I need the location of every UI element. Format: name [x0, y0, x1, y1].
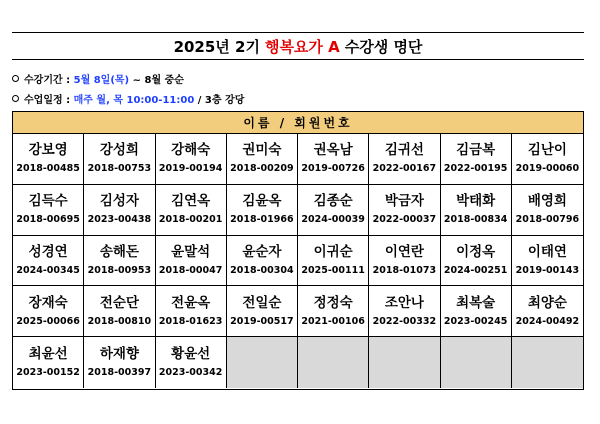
member-name: 최복술	[456, 294, 496, 311]
roster-grid	[13, 134, 583, 388]
member-id: 2022-00195	[443, 163, 508, 175]
member-cell	[369, 286, 440, 337]
member-id: 2018-00753	[87, 163, 152, 175]
member-name: 이귀순	[313, 243, 353, 260]
member-id: 2019-00194	[158, 163, 223, 175]
member-id: 2018-00047	[158, 264, 223, 276]
member-cell	[84, 134, 155, 185]
member-cell	[369, 236, 440, 287]
member-name: 전일순	[242, 294, 282, 311]
member-name: 조안나	[384, 294, 424, 311]
period-label: 수강기간 :	[24, 75, 71, 86]
member-id: 2019-00143	[515, 264, 580, 276]
member-name: 정정숙	[313, 294, 353, 311]
member-name: 윤순자	[242, 243, 282, 260]
schedule-location: / 3층 강당	[197, 95, 245, 106]
schedule-time: 매주 월, 목 10:00-11:00	[73, 95, 195, 106]
member-id: 2018-00834	[443, 214, 508, 226]
title-prefix: 2025년 2기	[173, 37, 260, 56]
member-name: 강해숙	[171, 142, 211, 159]
member-cell	[512, 286, 583, 337]
member-id: 2019-00517	[230, 315, 294, 327]
member-cell	[512, 134, 583, 185]
bullet-circle-icon	[12, 95, 19, 102]
member-name: 김귀선	[384, 142, 424, 159]
member-name: 이태연	[527, 243, 567, 260]
member-name: 권옥남	[313, 142, 353, 159]
member-cell	[227, 286, 298, 337]
period-start: 5월 8일(목)	[73, 75, 130, 86]
title-suffix: 수강생 명단	[344, 37, 423, 56]
member-name: 장재숙	[28, 294, 68, 311]
member-name: 김성자	[99, 193, 139, 210]
member-id: 2022-00037	[372, 214, 437, 226]
empty-cell	[298, 337, 369, 388]
member-cell	[156, 236, 227, 287]
member-id: 2018-00201	[158, 214, 223, 226]
member-id: 2022-00332	[372, 315, 437, 327]
member-name: 김금복	[456, 142, 496, 159]
member-cell	[441, 134, 512, 185]
member-name: 송해돈	[99, 243, 139, 260]
member-id: 2023-00438	[87, 214, 152, 226]
member-id: 2018-00796	[515, 214, 580, 226]
member-id: 2018-00953	[87, 264, 152, 276]
member-id: 2019-00060	[515, 163, 580, 175]
member-id: 2021-00106	[301, 315, 365, 327]
member-id: 2019-00726	[301, 163, 365, 175]
member-name: 하재향	[99, 346, 139, 363]
member-cell	[13, 236, 84, 287]
member-cell	[441, 185, 512, 236]
bullet-circle-icon	[12, 75, 19, 82]
member-id: 2018-01966	[230, 214, 294, 226]
member-cell	[156, 134, 227, 185]
member-cell	[298, 185, 369, 236]
member-name: 이연란	[384, 243, 424, 260]
member-id: 2024-00492	[515, 315, 580, 327]
member-cell	[227, 185, 298, 236]
member-name: 최윤선	[28, 346, 68, 363]
member-name: 배영희	[527, 193, 567, 210]
member-cell	[13, 185, 84, 236]
member-name: 김연옥	[171, 193, 211, 210]
member-cell	[13, 286, 84, 337]
member-id: 2018-00695	[16, 214, 80, 226]
member-name: 김윤옥	[242, 193, 282, 210]
member-id: 2023-00245	[443, 315, 508, 327]
member-cell	[441, 286, 512, 337]
empty-cell	[369, 337, 440, 388]
member-name: 윤말석	[171, 243, 211, 260]
member-id: 2024-00345	[16, 264, 80, 276]
member-name: 이정옥	[456, 243, 496, 260]
member-cell	[13, 337, 84, 388]
member-cell	[227, 236, 298, 287]
member-id: 2025-00066	[16, 315, 80, 327]
member-cell	[369, 134, 440, 185]
member-cell	[84, 185, 155, 236]
document-title	[12, 32, 584, 60]
period-end: ~ 8월 중순	[132, 75, 184, 86]
member-name: 김득수	[28, 193, 68, 210]
member-id: 2018-00485	[16, 163, 80, 175]
schedule-label: 수업일정 :	[24, 95, 71, 106]
member-cell	[512, 236, 583, 287]
member-id: 2018-01623	[158, 315, 223, 327]
member-name: 권미숙	[242, 142, 282, 159]
member-id: 2023-00342	[158, 367, 223, 379]
empty-cell	[512, 337, 583, 388]
member-name: 전윤옥	[171, 294, 211, 311]
class-schedule-line	[12, 91, 244, 106]
member-id: 2024-00251	[443, 264, 508, 276]
empty-cell	[441, 337, 512, 388]
member-cell	[156, 185, 227, 236]
member-cell	[512, 185, 583, 236]
member-name: 황윤선	[171, 346, 211, 363]
empty-cell	[227, 337, 298, 388]
roster-header: 이름 / 회원번호	[13, 112, 583, 134]
member-id: 2025-00111	[301, 264, 365, 276]
member-name: 박금자	[384, 193, 424, 210]
member-id: 2018-00304	[230, 264, 294, 276]
member-name: 성경연	[28, 243, 68, 260]
member-name: 김종순	[313, 193, 353, 210]
member-name: 김난이	[527, 142, 567, 159]
course-period-line	[12, 71, 184, 86]
member-id: 2023-00152	[16, 367, 80, 379]
member-cell	[156, 286, 227, 337]
member-id: 2018-00810	[87, 315, 152, 327]
member-name: 강보영	[28, 142, 68, 159]
member-name: 전순단	[99, 294, 139, 311]
member-name: 박태화	[456, 193, 496, 210]
member-cell	[298, 286, 369, 337]
member-name: 강성희	[99, 142, 139, 159]
member-cell	[298, 134, 369, 185]
member-id: 2022-00167	[372, 163, 437, 175]
member-cell	[84, 286, 155, 337]
member-cell	[369, 185, 440, 236]
title-class-name: 행복요가 A	[264, 37, 340, 56]
member-cell	[84, 236, 155, 287]
member-cell	[441, 236, 512, 287]
member-cell	[84, 337, 155, 388]
member-id: 2018-00397	[87, 367, 152, 379]
member-cell	[298, 236, 369, 287]
member-cell	[227, 134, 298, 185]
member-id: 2024-00039	[301, 214, 365, 226]
member-cell	[13, 134, 84, 185]
member-name: 최양순	[527, 294, 567, 311]
member-roster-table	[12, 111, 584, 390]
member-cell	[156, 337, 227, 388]
member-id: 2018-01073	[372, 264, 437, 276]
member-id: 2018-00209	[230, 163, 294, 175]
